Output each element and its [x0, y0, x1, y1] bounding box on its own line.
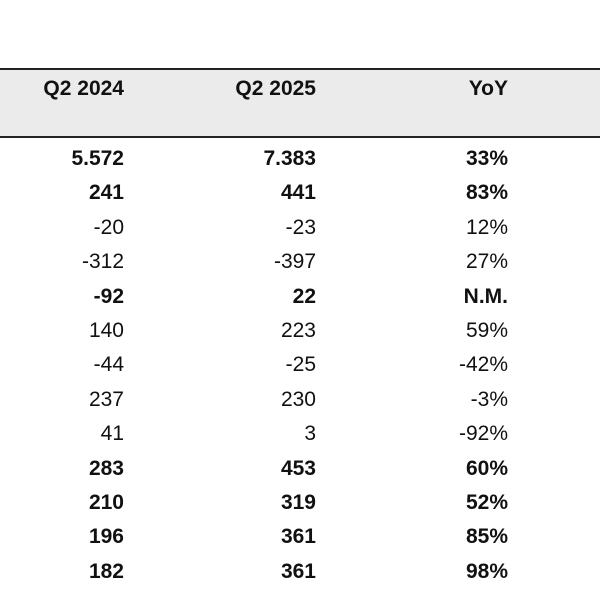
header-q2-2024: Q2 2024 — [43, 77, 124, 100]
table-row — [0, 452, 600, 486]
table-row — [0, 142, 600, 176]
cell-yoy: N.M. — [463, 284, 508, 308]
cell-q2-2025: 361 — [280, 525, 316, 549]
cell-q2-2024: 237 — [88, 387, 124, 411]
cell-q2-2025: 3 — [304, 422, 316, 446]
cell-q2-2024: 140 — [88, 318, 124, 342]
cell-q2-2024: 5.572 — [71, 147, 124, 170]
table-body — [0, 138, 600, 589]
table-row — [0, 280, 600, 314]
cell-yoy: 33% — [465, 147, 508, 170]
table-row — [0, 245, 600, 279]
header-yoy: YoY — [468, 77, 508, 100]
cell-yoy: 85% — [465, 525, 508, 549]
cell-q2-2025: -23 — [285, 215, 316, 239]
table-row — [0, 383, 600, 417]
cell-yoy: 83% — [465, 181, 508, 205]
table-row — [0, 486, 600, 520]
cell-q2-2025: 453 — [280, 456, 316, 480]
cell-yoy: 52% — [465, 490, 508, 514]
cell-q2-2024: -312 — [81, 250, 124, 274]
cell-q2-2025: 230 — [280, 387, 316, 411]
cell-q2-2024: 283 — [88, 456, 124, 480]
cell-yoy: 59% — [465, 318, 508, 342]
cell-yoy: 60% — [465, 456, 508, 480]
cell-q2-2025: 22 — [292, 284, 316, 308]
cell-yoy: 12% — [465, 215, 508, 239]
cell-q2-2024: -44 — [93, 353, 124, 377]
cell-q2-2024: 182 — [88, 559, 124, 583]
cell-q2-2025: -25 — [285, 353, 316, 377]
cell-q2-2024: 41 — [100, 422, 124, 446]
cell-yoy: -42% — [458, 353, 508, 377]
cell-yoy: 27% — [465, 250, 508, 274]
table-row — [0, 520, 600, 554]
table-header — [0, 68, 600, 138]
financial-table — [0, 68, 600, 589]
table-row — [0, 348, 600, 382]
cell-q2-2025: 361 — [280, 559, 316, 583]
cell-q2-2025: -397 — [273, 250, 316, 274]
header-q2-2025: Q2 2025 — [235, 77, 316, 100]
cell-q2-2025: 441 — [280, 181, 316, 205]
cell-q2-2024: 196 — [88, 525, 124, 549]
cell-q2-2025: 223 — [280, 318, 316, 342]
cropped-footnote — [0, 590, 600, 600]
cell-q2-2024: 210 — [88, 490, 124, 514]
cell-yoy: 98% — [465, 559, 508, 583]
table-row — [0, 555, 600, 589]
table-row — [0, 176, 600, 210]
table-row — [0, 417, 600, 451]
cell-q2-2024: -20 — [93, 215, 124, 239]
cell-q2-2024: -92 — [93, 284, 124, 308]
cell-yoy: -3% — [470, 387, 508, 411]
cell-q2-2025: 319 — [280, 490, 316, 514]
cell-q2-2024: 241 — [88, 181, 124, 205]
cell-q2-2025: 7.383 — [263, 147, 316, 170]
cell-yoy: -92% — [458, 422, 508, 446]
table-row — [0, 314, 600, 348]
table-row — [0, 211, 600, 245]
